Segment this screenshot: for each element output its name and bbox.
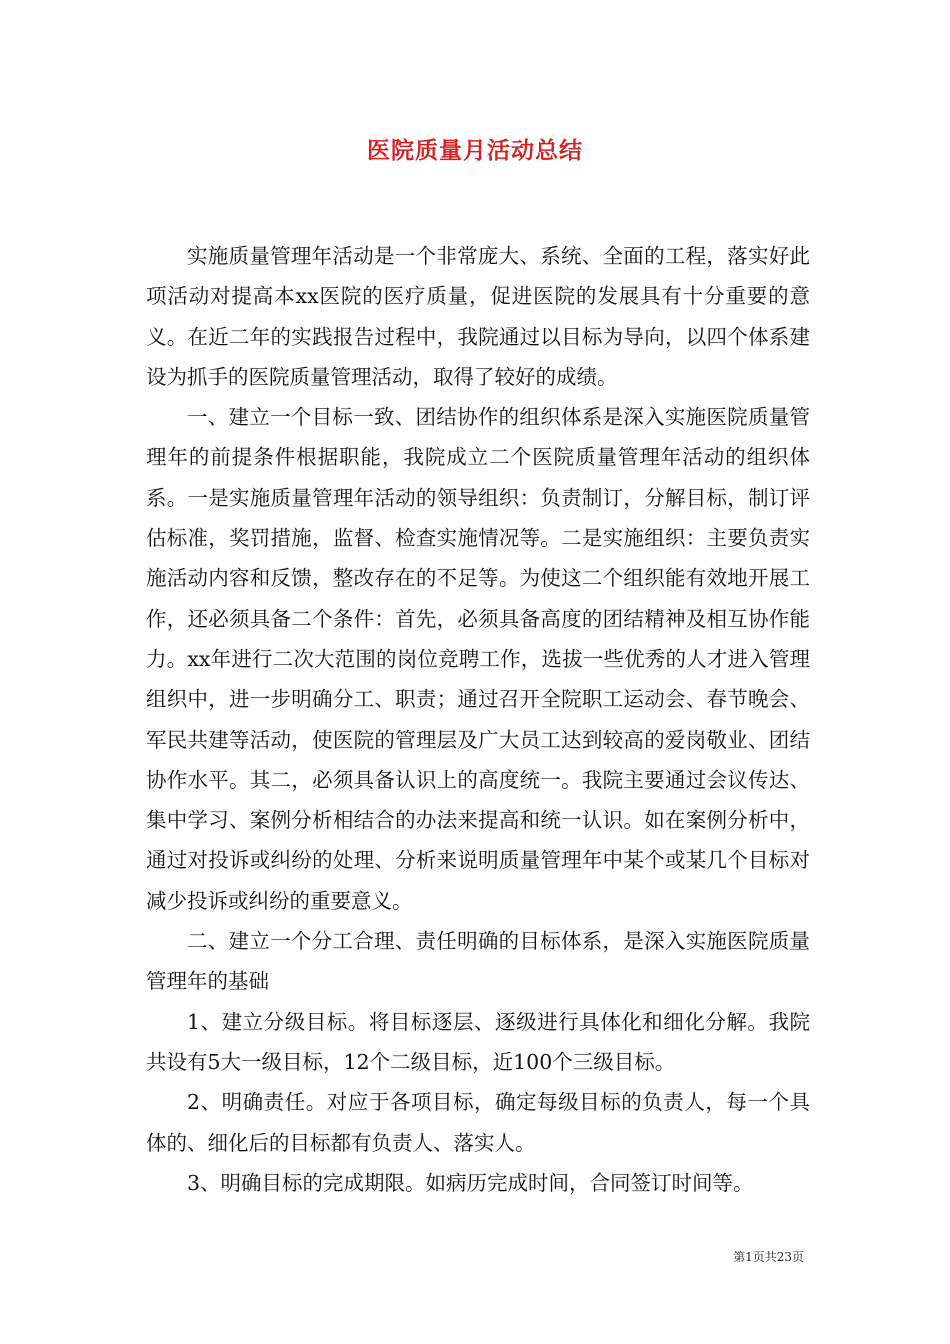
document-body (146, 236, 810, 1203)
page-number-footer: 第1页共23页 (733, 1250, 804, 1264)
paragraph-item-1: 1、建立分级目标。将目标逐层、逐级进行具体化和细化分解。我院共设有5大一级目标，12个二级目标，近100个三级目标。 (146, 1009, 810, 1074)
paragraph-item-2: 2、明确责任。对应于各项目标，确定每级目标的负责人，每一个具体的、细化后的目标都有负责人、落实人。 (146, 1090, 810, 1155)
paragraph-item-3: 3、明确目标的完成期限。如病历完成时间，合同签订时间等。 (187, 1170, 754, 1195)
paragraph-intro: 实施质量管理年活动是一个非常庞大、系统、全面的工程，落实好此项活动对提高本xx医院的医疗质量，促进医院的发展具有十分重要的意义。在近二年的实践报告过程中，我院通过以目标为导向，以四个体系建设为抓手的医院质量管理活动，取得了较好的成绩。 (146, 244, 810, 389)
document-title: 医院质量月活动总结 (367, 137, 583, 164)
paragraph-section-1: 一、建立一个目标一致、团结协作的组织体系是深入实施医院质量管理年的前提条件根据职能，我院成立二个医院质量管理年活动的组织体系。一是实施质量管理年活动的领导组织：负责制订，分解目标，制订评估标准，奖罚措施，监督、检查实施情况等。二是实施组织：主要负责实施活动内容和反馈，整改存在的不足等。为使这二个组织能有效地开展工作，还必须具备二个条件：首先，必须具备高度的团结精神及相互协作能力。xx年进行二次大范围的岗位竞聘工作，选拔一些优秀的人才进入管理组织中，进一步明确分工、职责；通过召开全院职工运动会、春节晚会、军民共建等活动，使医院的管理层及广大员工达到较高的爱岗敬业、团结协作水平。其二，必须具备认识上的高度统一。我院主要通过会议传达、集中学习、案例分析相结合的办法来提高和统一认识。如在案例分析中，通过对投诉或纠纷的处理、分析来说明质量管理年中某个或某几个目标对减少投诉或纠纷的重要意义。 (146, 405, 810, 913)
paragraph-section-2-heading: 二、建立一个分工合理、责任明确的目标体系，是深入实施医院质量管理年的基础 (146, 929, 810, 994)
